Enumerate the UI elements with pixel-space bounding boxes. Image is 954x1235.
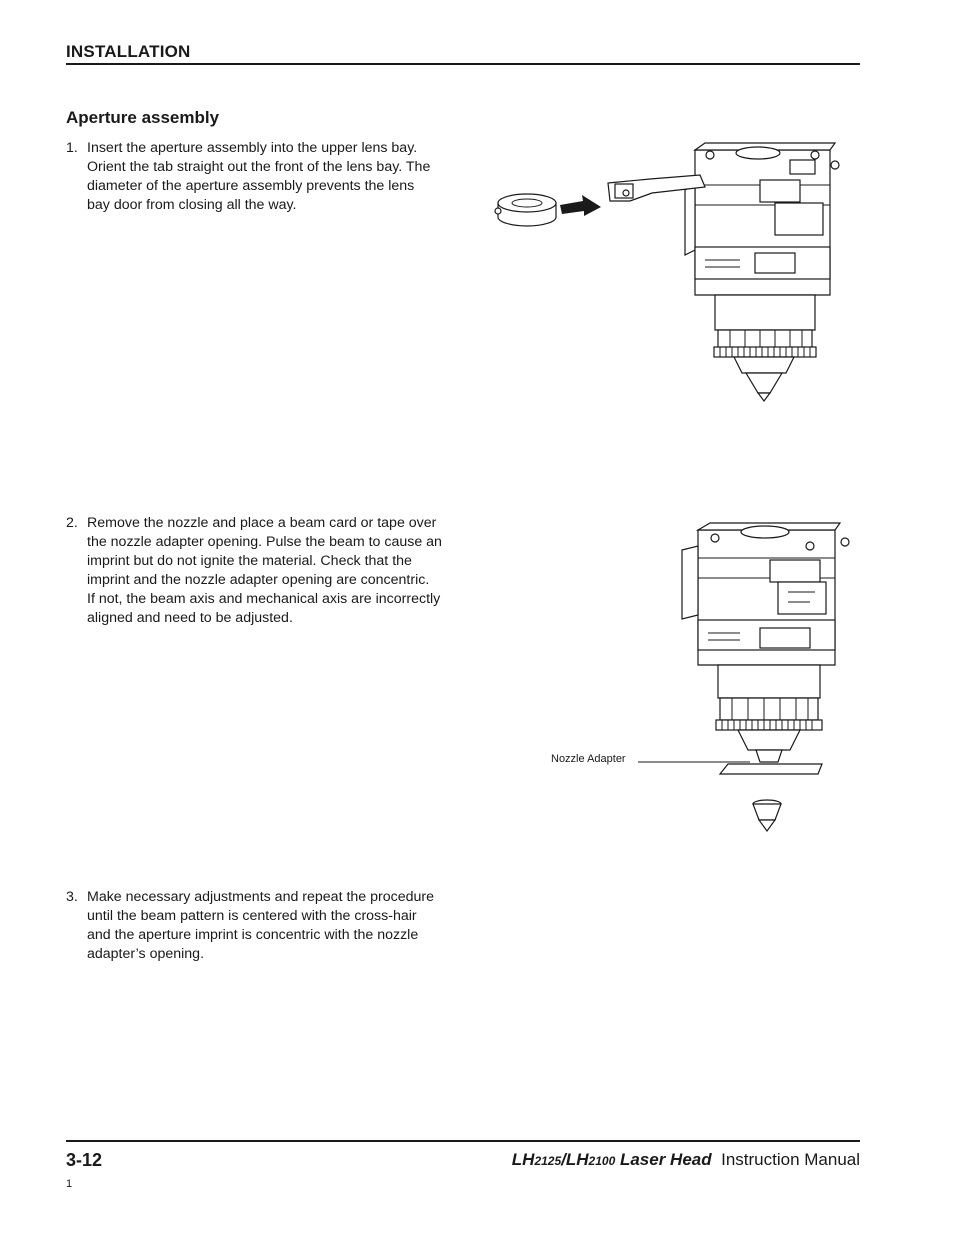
- header-rule: [66, 63, 860, 65]
- step-text-line: imprint but do not ignite the material. Check that the: [87, 553, 412, 569]
- step-number: 2.: [66, 515, 78, 531]
- insert-arrow: [560, 195, 601, 216]
- step-text-line: and the aperture imprint is concentric with the nozzle: [87, 927, 419, 943]
- section-title: INSTALLATION: [66, 42, 191, 61]
- model-separator: /LH: [561, 1150, 589, 1169]
- subsection-title: Aperture assembly: [66, 108, 220, 127]
- step-text-line: Orient the tab straight out the front of the lens bay. The: [87, 159, 431, 175]
- step-text-line: diameter of the aperture assembly prevents the lens: [87, 178, 415, 194]
- step-text-line: Remove the nozzle and place a beam card or tape over: [87, 515, 437, 531]
- step-number: 1.: [66, 140, 78, 156]
- step-text-line: until the beam pattern is centered with the cross-hair: [87, 908, 417, 924]
- page-number: 3-12: [66, 1150, 103, 1170]
- step-text-line: Insert the aperture assembly into the upper lens bay.: [87, 140, 418, 156]
- step-2: [66, 514, 461, 628]
- step-3: [66, 888, 461, 964]
- revision-number: 1: [66, 1178, 73, 1190]
- manual-title: [512, 1150, 860, 1170]
- step-text-line: bay door from closing all the way.: [87, 197, 297, 213]
- footer-rule: [66, 1140, 860, 1142]
- step-text-line: adapter’s opening.: [87, 946, 205, 962]
- model-prefix: LH: [511, 1150, 535, 1169]
- step-number: 3.: [66, 889, 78, 905]
- step-text-line: imprint and the nozzle adapter opening are concentric.: [87, 572, 430, 588]
- figure-nozzle-adapter: [630, 520, 860, 840]
- figure-aperture-insertion: [490, 135, 850, 410]
- model-number: 2100: [588, 1154, 616, 1168]
- step-text-line: If not, the beam axis and mechanical axis are incorrectly: [87, 591, 441, 607]
- step-text-line: Make necessary adjustments and repeat the procedure: [87, 889, 435, 905]
- model-suffix: Laser Head: [615, 1150, 712, 1169]
- beam-card-drawing: [720, 764, 822, 774]
- step-1: [66, 139, 461, 215]
- model-name: [512, 1150, 712, 1169]
- nozzle-adapter-callout: Nozzle Adapter: [551, 753, 626, 765]
- model-number: 2125: [534, 1154, 562, 1168]
- step-text-line: the nozzle adapter opening. Pulse the beam to cause an: [87, 534, 442, 550]
- aperture-ring-drawing: [495, 194, 556, 226]
- removed-nozzle-drawing: [753, 800, 781, 831]
- step-text-line: aligned and need to be adjusted.: [87, 610, 293, 626]
- manual-label: Instruction Manual: [721, 1150, 860, 1169]
